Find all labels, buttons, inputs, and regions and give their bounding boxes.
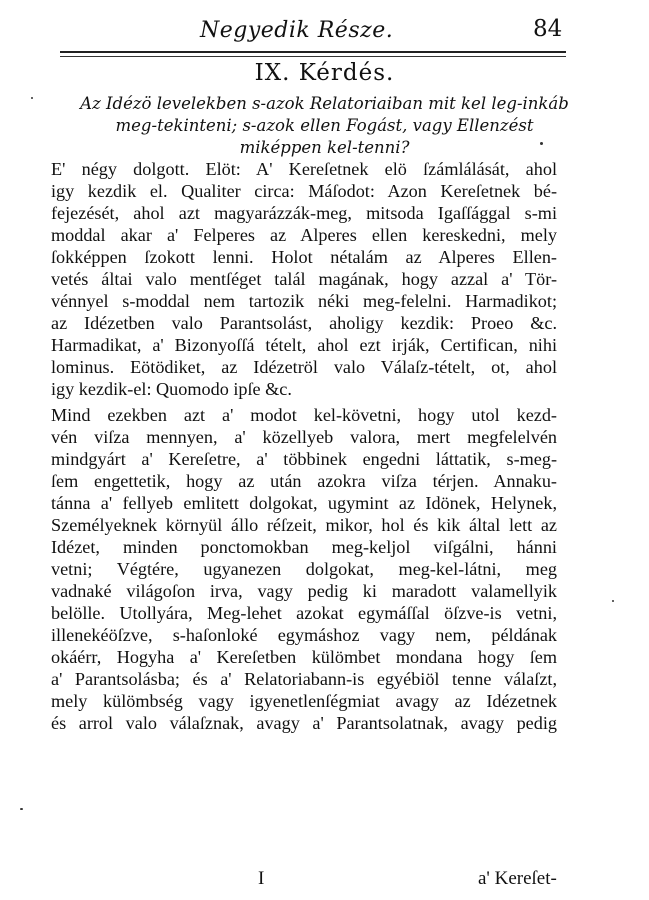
text-line: igy kezdik el. Qualiter circa: Máſodot: Azon Kereſetnek bé- bbox=[51, 181, 557, 201]
page-footer bbox=[0, 868, 649, 892]
text-line: és arrol valo válaſznak, avagy a' Parantsolatnak, avagy pedig bbox=[51, 713, 557, 733]
question-title: IX. Kérdés. bbox=[254, 60, 395, 86]
text-line: vetés áltai valo mentſéget talál magának, hogy azzal a' Tör- bbox=[51, 269, 557, 289]
text-line: illenekéöſzve, s-haſonloké egymáshoz vagy nem, példának bbox=[51, 625, 557, 645]
text-line: Idézet, minden ponctomokban meg-keljol viſgálni, hánni bbox=[51, 537, 557, 557]
text-line: moddal akar a' Felperes az Alperes ellen kereskedni, mely bbox=[51, 225, 557, 245]
question-subtitle-line: miképpen kel-tenni? bbox=[239, 138, 410, 157]
header-rule-thin bbox=[60, 56, 566, 57]
text-line: vetni; Végtére, ugyanezen dolgokat, meg-kel-látni, meg bbox=[51, 559, 557, 579]
text-line: Mind ezekben azt a' modot kel-követni, hogy utol kezd- bbox=[51, 405, 557, 425]
question-subtitle-line: meg-tekinteni; s-azok ellen Fogást, vagy Ellenzést bbox=[115, 116, 534, 135]
text-line: ſem engettetik, hogy az után azokra viſza térjen. Annaku- bbox=[51, 471, 557, 491]
ink-speck bbox=[612, 600, 614, 602]
text-line: belölle. Utollyára, Meg-lehet azokat egymáſſal öſzve-is vetni, bbox=[51, 603, 557, 623]
running-head: Negyedik Része. bbox=[200, 18, 394, 43]
text-line: okáérr, Hogyha a' Kereſetben külömbet mondana hogy ſem bbox=[51, 647, 557, 667]
text-line: E' négy dolgott. Elöt: A' Kereſetnek elö ſzámlálását, ahol bbox=[51, 159, 557, 179]
ink-speck bbox=[540, 142, 543, 145]
text-line: vén viſza mennyen, a' közellyeb valora, mert megfelelvén bbox=[51, 427, 557, 447]
ink-speck bbox=[31, 97, 33, 99]
page-number: 84 bbox=[533, 16, 563, 42]
text-line: fejezését, ahol azt magyarázzák-meg, mitsoda Igaſſággal s-mi bbox=[51, 203, 557, 223]
text-line: ſokképpen ſzokott lenni. Holot nétalám az Alperes Ellen- bbox=[51, 247, 557, 267]
text-line: vadnaké világoſon irva, vagy pedig ki maradott valamellyik bbox=[51, 581, 557, 601]
text-line: a' Parantsolásba; és a' Relatoriabann-is egyébiöl tenne válaſzt, bbox=[51, 669, 557, 689]
text-line: tánna a' fellyeb emlitett dolgokat, ugymint az Idönek, Helynek, bbox=[51, 493, 557, 513]
ink-speck bbox=[20, 808, 23, 810]
header-rule bbox=[60, 51, 566, 53]
text-line: vénnyel s-moddal nem tartozik néki meg-felelni. Harmadikot; bbox=[51, 291, 557, 311]
text-line: mely külömbség vagy igyenetlenſégmiat avagy az Idézetnek bbox=[51, 691, 557, 711]
text-line: igy kezdik-el: Quomodo ipſe &c. bbox=[51, 379, 292, 399]
text-line: lominus. Eötödiket, az Idézetröl valo Válaſz-tételt, ot, ahol bbox=[51, 357, 557, 377]
catchword: a' Kereſet- bbox=[478, 868, 557, 889]
question-subtitle-line: Az Idézö levelekben s-azok Relatoriaiban mit kel leg-inkáb bbox=[80, 94, 569, 113]
text-line: mindgyárt a' Kereſetre, a' többinek engedni láttatik, s-meg- bbox=[51, 449, 557, 469]
signature-mark: I bbox=[258, 868, 265, 889]
text-line: Harmadikat, a' Bizonyoſſá tételt, ahol ezt irják, Certifican, nihi bbox=[51, 335, 557, 355]
text-line: Személyeknek környül állo réſzeit, mikor, hol és kik által lett az bbox=[51, 515, 557, 535]
text-line: az Idézetben valo Parantsolást, aholigy kezdik: Proeo &c. bbox=[51, 313, 557, 333]
